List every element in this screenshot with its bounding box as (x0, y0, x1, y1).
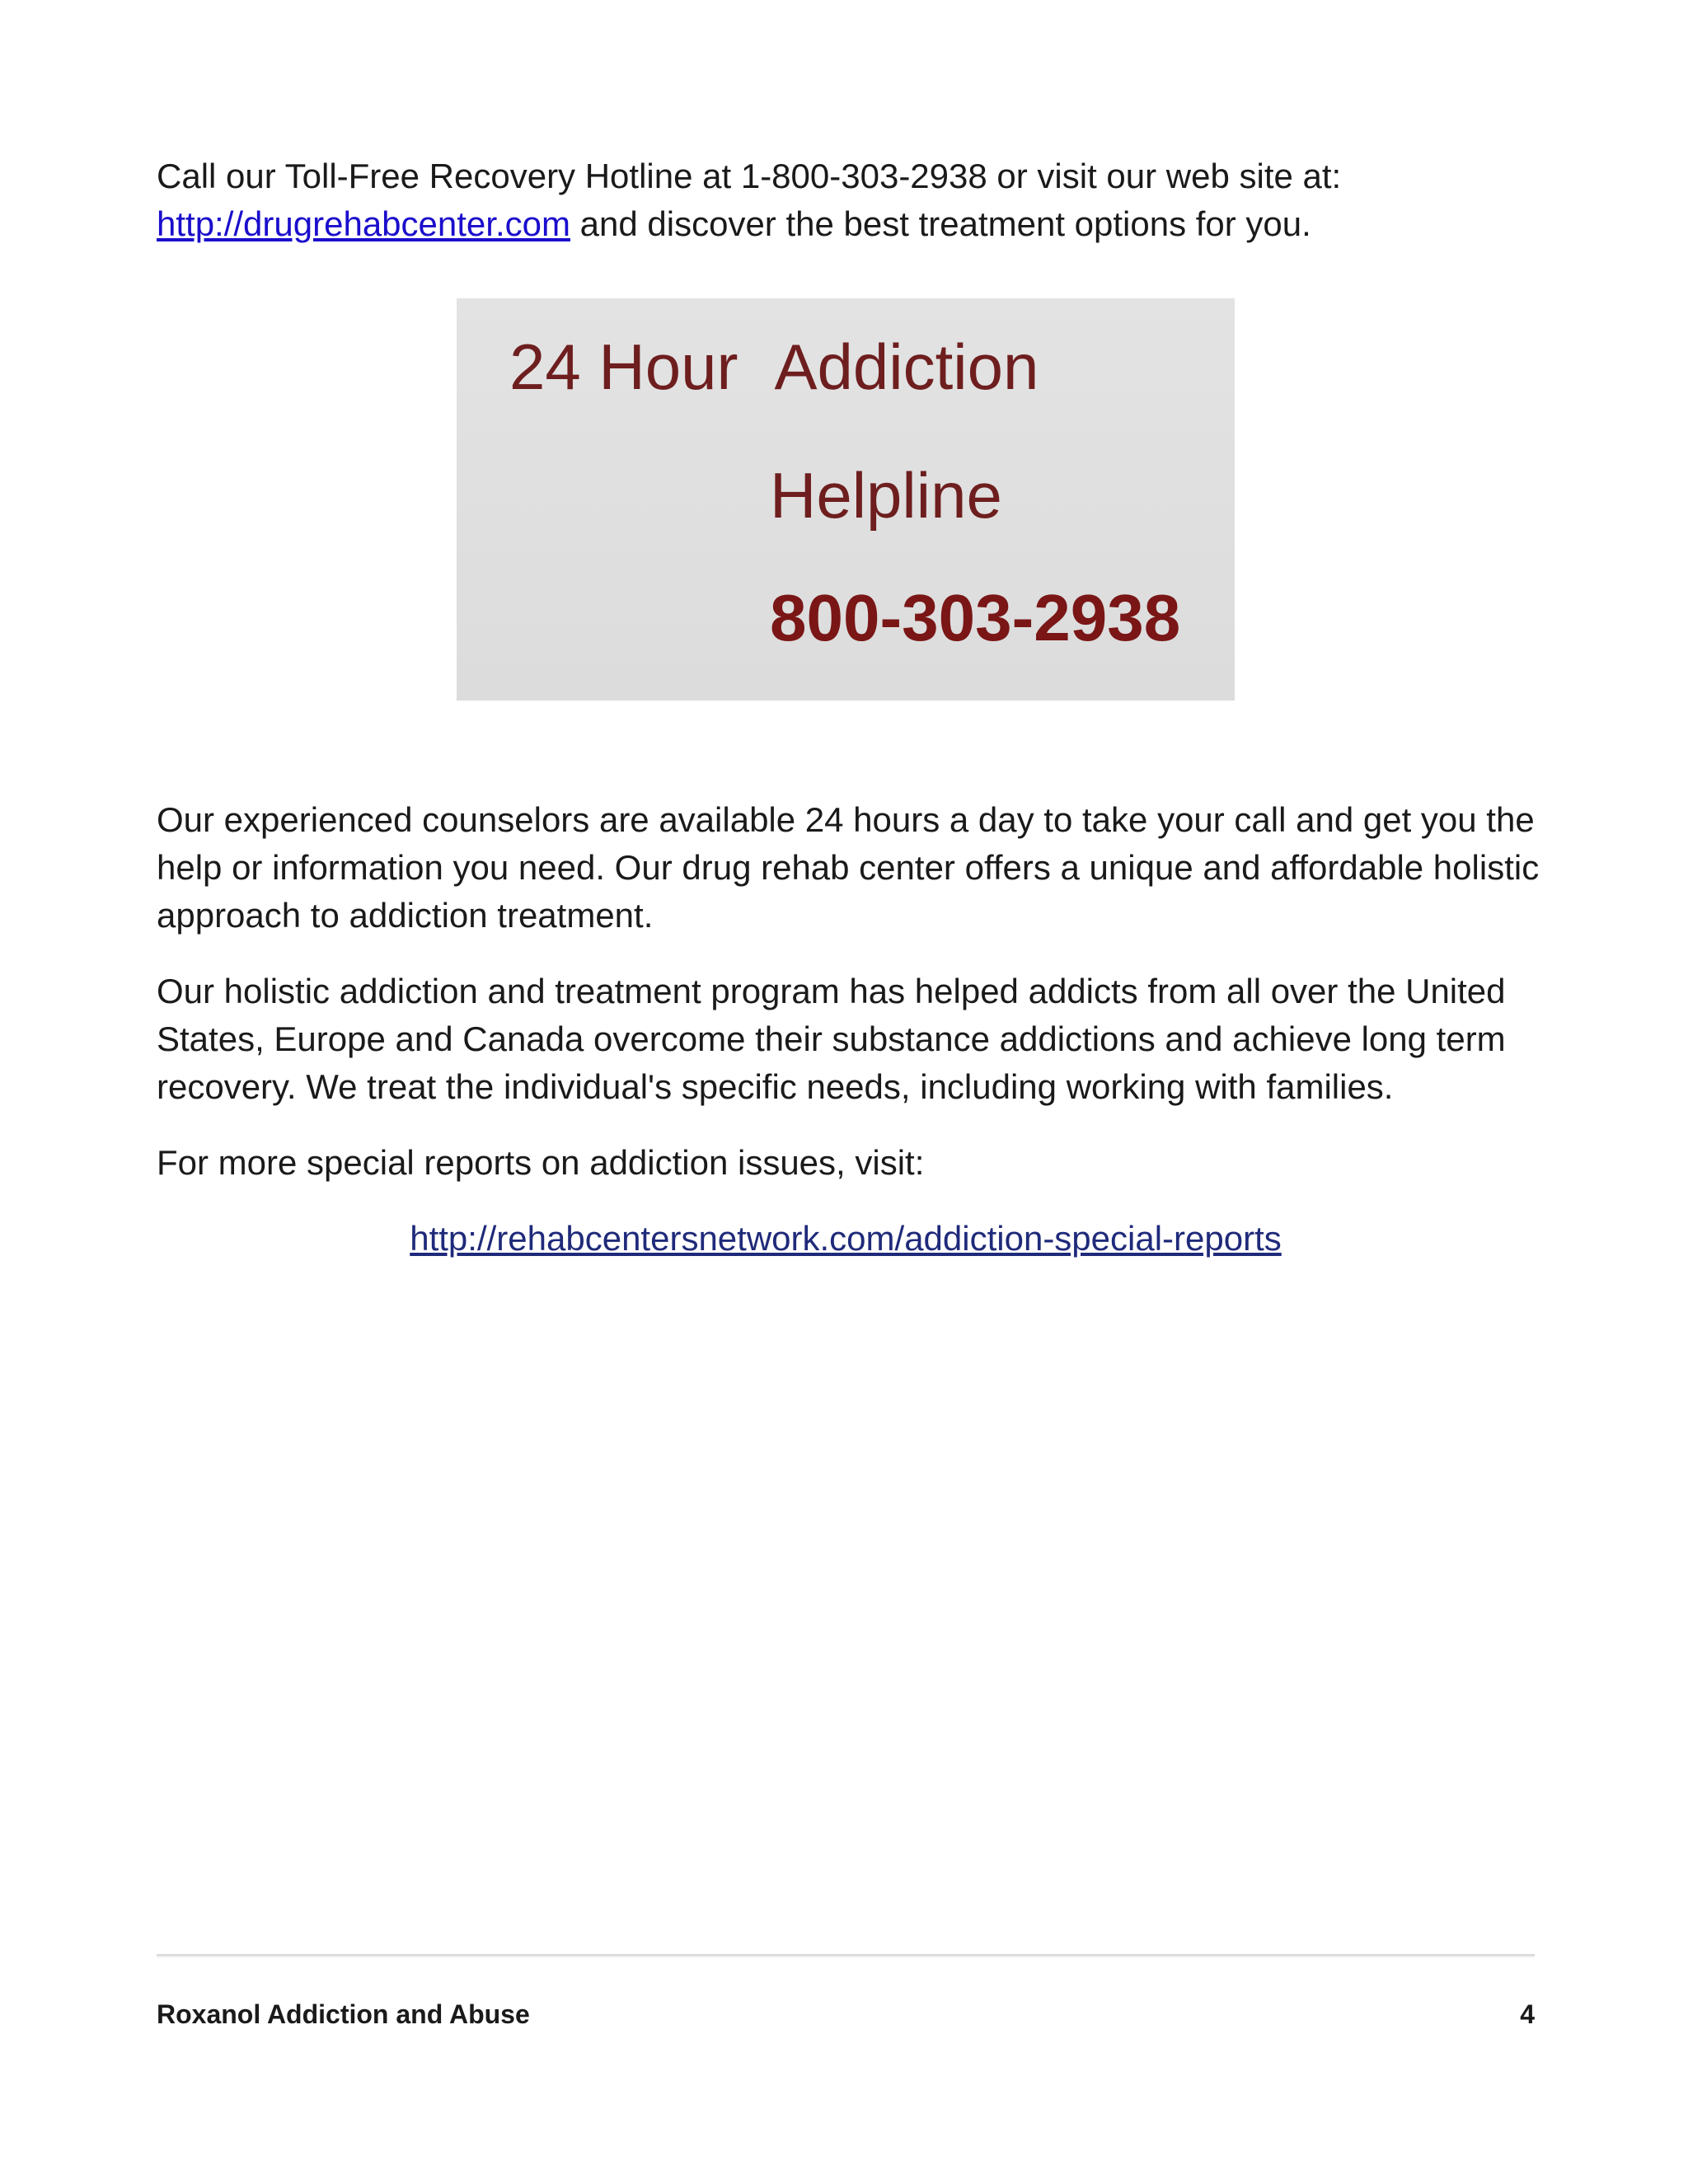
reports-link-line (157, 1215, 1535, 1263)
helpline-phone-number: 800-303-2938 (770, 581, 1181, 654)
intro-text-before: Call our Toll-Free Recovery Hotline at 1-800-303-2938 or visit our web site at: (157, 157, 1342, 195)
helpline-word: Helpline (770, 459, 1002, 532)
helpline-addiction: Addiction (774, 330, 1039, 403)
helpline-heading (509, 330, 1039, 405)
counselors-paragraph: Our experienced counselors are available 24 hours a day to take your call and get you the help or information you need. Our drug rehab center offers a unique and affordable holistic approach to addiction treatment. (157, 800, 1540, 935)
drugrehabcenter-link[interactable]: http://drugrehabcenter.com (157, 204, 570, 243)
intro-section (157, 152, 1535, 248)
intro-paragraph (157, 152, 1535, 248)
footer-divider (157, 1954, 1535, 1957)
program-paragraph: Our holistic addiction and treatment program has helped addicts from all over the United States, Europe and Canada overcome their substance addictions and achieve long term recovery. We treat the individual's specific needs, including working with families. (157, 972, 1506, 1106)
helpline-24-hour: 24 Hour (509, 330, 738, 403)
body-section (157, 796, 1541, 1291)
footer-page-number: 4 (1520, 1999, 1535, 2029)
footer-document-title: Roxanol Addiction and Abuse (157, 1999, 530, 2029)
helpline-banner-image (457, 298, 1235, 701)
intro-text-after: and discover the best treatment options for you. (570, 204, 1311, 243)
special-reports-link[interactable]: http://rehabcentersnetwork.com/addiction-special-reports (410, 1219, 1282, 1258)
special-reports-paragraph: For more special reports on addiction issues, visit: (157, 1143, 925, 1182)
